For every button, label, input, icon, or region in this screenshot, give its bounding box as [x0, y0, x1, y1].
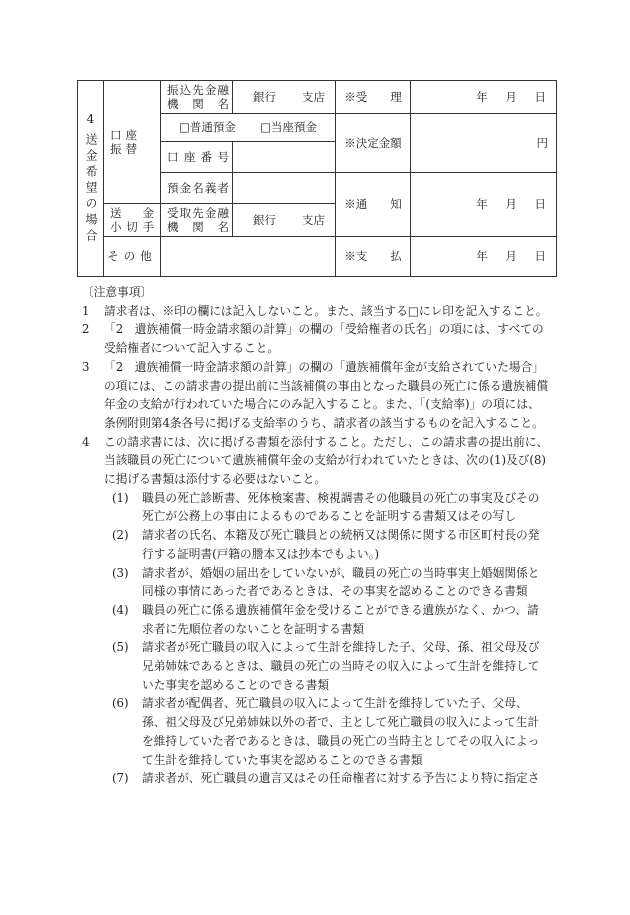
sokin-label-cell [104, 204, 161, 237]
kettei-label: ※決定金額 [344, 135, 402, 150]
shiharai-date-field[interactable]: 年 月 日 [411, 237, 557, 277]
koza-cell [104, 81, 161, 204]
yen-unit: 円 [536, 135, 548, 150]
koza-label: 口座振替 [110, 127, 141, 156]
juri-label: ※受 理 [344, 89, 402, 104]
bank-word: 銀行 [253, 89, 276, 104]
note-item: 1 請求者は、※印の欄には記入しないこと。また、該当する□にレ印を記入すること。 [82, 303, 548, 318]
sonota-label: その他 [107, 249, 157, 264]
juri-label-cell [336, 81, 411, 114]
note-subitem: (6) 請求者が配偶者、死亡職員の収入によって生計を維持していた子、父母、孫、祖父母及び兄弟姉妹以外の者で、主として死亡職員の収入によって生計を維持していた者であるときは、職員の死亡の当時主としてその収入によって生計を維持していた事実を認めることのできる書類 [112, 696, 540, 767]
note-subitem: (4) 職員の死亡に係る遺族補償年金を受けることができる遺族がなく、かつ、請求者に先順位者のないことを証明する書類 [112, 602, 539, 636]
remittance-form-table [77, 80, 557, 277]
notes-heading: 〔注意事項〕 [82, 285, 153, 299]
furikomi-label-line2: 機 関 名 [167, 97, 229, 111]
kettei-label-cell [336, 114, 411, 173]
note-item: 2 「2 遺族補償一時金請求額の計算」の欄の「受給権者の氏名」の項には、すべての受給権者について記入すること。 [82, 322, 544, 356]
koza-bango-label: 口座番号 [167, 149, 229, 164]
shiharai-label-cell [336, 237, 411, 277]
tsuchi-label: ※通 知 [344, 197, 402, 212]
furikomi-bank-field[interactable] [233, 81, 336, 114]
tsuchi-date-field[interactable]: 年 月 日 [411, 173, 557, 237]
note-subitem: (2) 請求者の氏名、本籍及び死亡職員との続柄又は関係に関する市区町村長の発行する証明書(戸籍の謄本又は抄本でもよい。) [112, 528, 540, 561]
toza-checkbox[interactable]: □当座預金 [260, 120, 317, 135]
notes-section [82, 283, 550, 788]
uketori-bank-field[interactable] [233, 204, 336, 237]
koza-bango-field[interactable] [233, 142, 336, 173]
juri-date-field[interactable]: 年 月 日 [411, 81, 557, 114]
kettei-amount-field[interactable] [411, 114, 557, 173]
note-subitem: (7) 請求者が、死亡職員の遺言又はその任命権者に対する予告により特に指定さ [112, 771, 540, 786]
section-label-cell [78, 81, 104, 277]
shiharai-label: ※支 払 [344, 249, 402, 264]
meigi-field[interactable] [233, 173, 336, 204]
note-item: 4 この請求書には、次に掲げる書類を添付すること。ただし、この請求書の提出前に、当該職員の死亡について遺族補償年金の支給が行われていたときは、次の(1)及び(8)に掲げる書類は添付する必要はないこと。 [82, 434, 549, 487]
branch-word: 支店 [302, 89, 325, 104]
branch-word-2: 支店 [302, 212, 325, 227]
sonota-label-cell [104, 237, 161, 277]
furikomi-label-line1: 振込先金融 [167, 82, 229, 97]
uketori-label-cell [161, 204, 233, 237]
sokin-label-line2: 小切手 [110, 220, 154, 234]
note-subitem: (1) 職員の死亡診断書、死体検案書、検視調書その他職員の死亡の事実及びその死亡が公務上の事由によるものであることを証明する書類又はその写し [112, 490, 540, 524]
koza-bango-label-cell [161, 142, 233, 173]
uketori-label-line2: 機 関 名 [167, 220, 229, 234]
futsu-checkbox[interactable]: □普通預金 [179, 120, 236, 135]
meigi-label: 預金名義者 [167, 180, 229, 195]
note-item: 3 「2 遺族補償一時金請求額の計算」の欄の「遺族補償年金が支給されていた場合」の項には、この請求書の提出前に当該補償の事由となった職員の死亡に係る遺族補償年金の支給が行われていた場合にのみ記入すること。また、「(支給率)」の項には、条例附則第4条各号に掲げる支給率のうち、請求者の該当するものを記入すること。 [82, 359, 549, 430]
meigi-label-cell [161, 173, 233, 204]
sokin-label-line1: 送 金 [110, 205, 154, 220]
sonota-field[interactable] [161, 237, 336, 277]
note-subitem: (5) 請求者が死亡職員の収入によって生計を維持した子、父母、孫、祖父母及び兄弟姉妹であるときは、職員の死亡の当時その収入によって生計を維持していた事実を認めることのできる書類 [112, 640, 540, 692]
furikomi-label-cell [161, 81, 233, 114]
bank-word-2: 銀行 [253, 212, 276, 227]
note-subitem: (3) 請求者が、婚姻の届出をしていないが、職員の死亡の当時事実上婚姻関係と同様の事情にあった者であるときは、その事実を認めることのできる書類 [112, 565, 540, 599]
tsuchi-label-cell [336, 173, 411, 237]
section-number: 4 [86, 112, 95, 126]
uketori-label-line1: 受取先金融 [167, 205, 229, 220]
section-title: 送金希望の場合 [84, 133, 98, 245]
account-type-cell [161, 114, 336, 142]
